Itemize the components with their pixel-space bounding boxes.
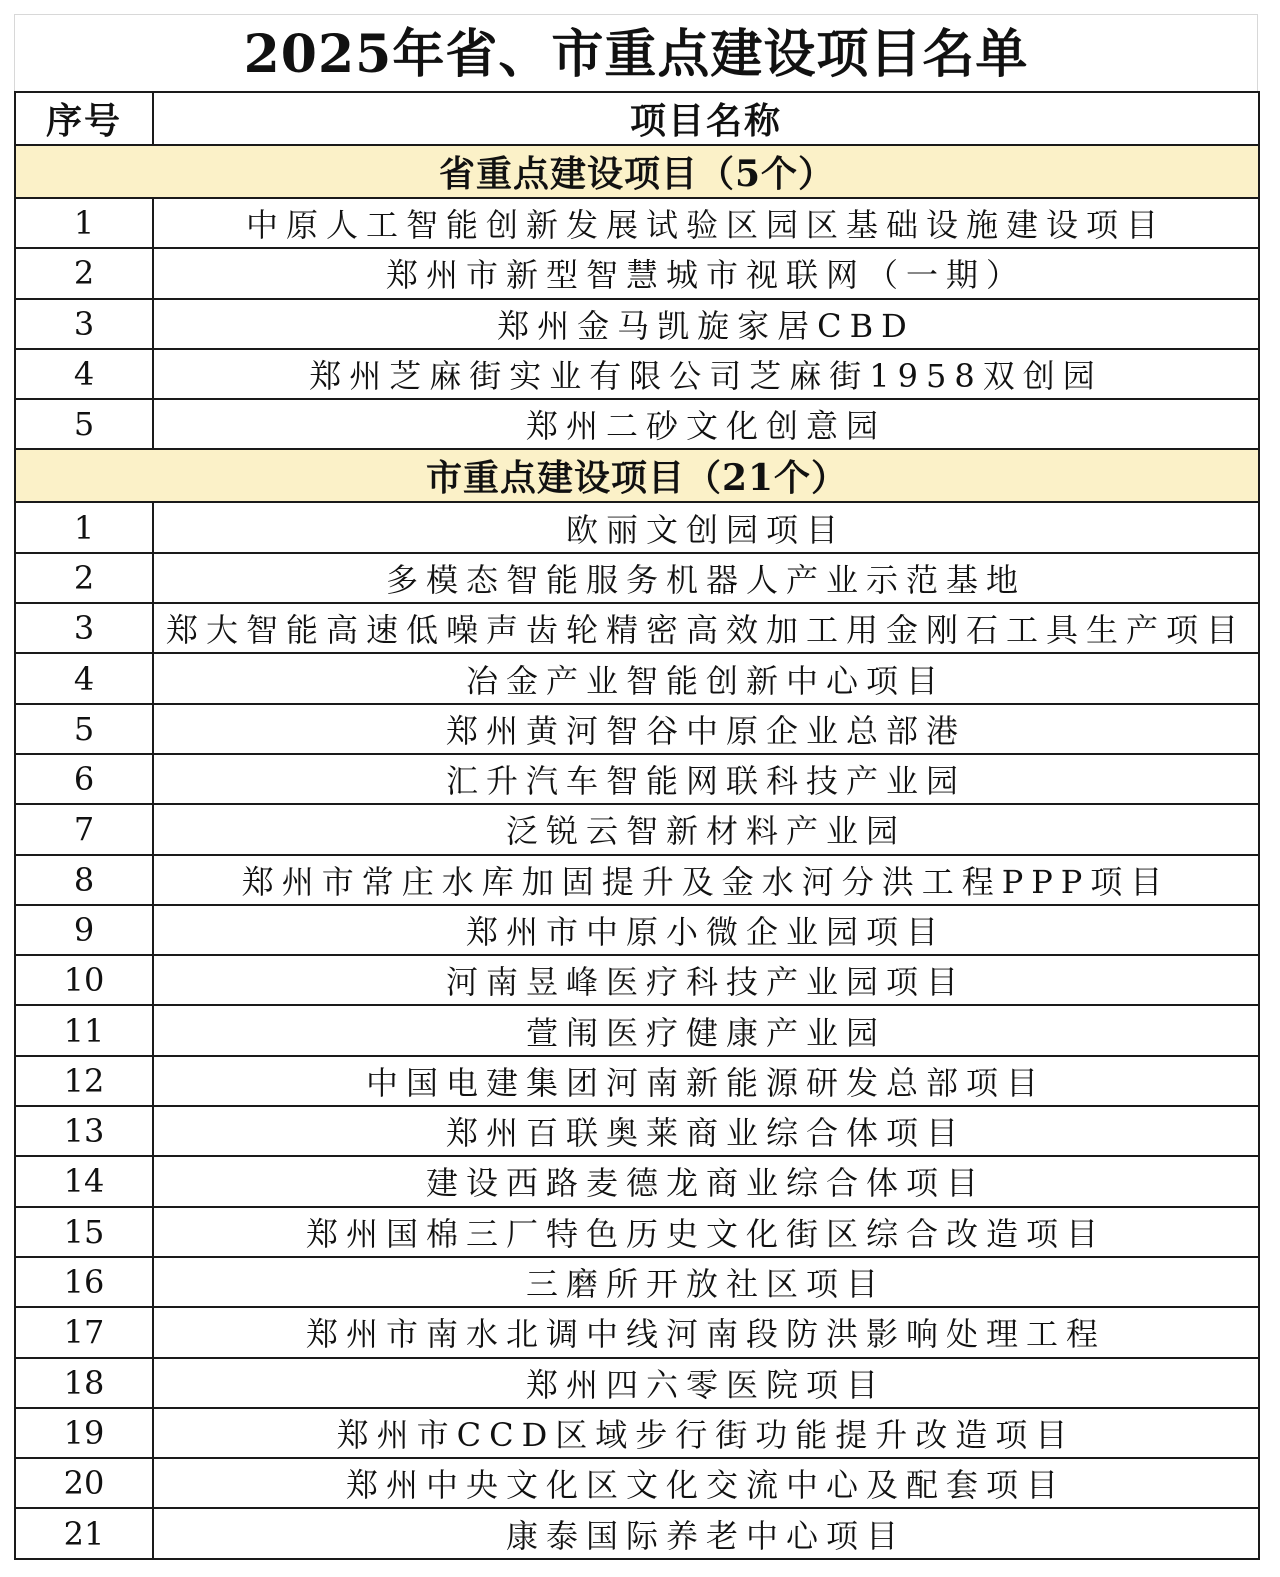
table-row — [15, 1056, 1259, 1106]
project-name: 汇升汽车智能网联科技产业园 — [153, 754, 1259, 804]
project-name: 康泰国际养老中心项目 — [153, 1508, 1259, 1558]
project-name: 郑州黄河智谷中原企业总部港 — [153, 704, 1259, 754]
row-number: 4 — [15, 653, 153, 703]
table-row — [15, 603, 1259, 653]
project-name: 郑州市常庄水库加固提升及金水河分洪工程PPP项目 — [153, 855, 1259, 905]
row-number: 1 — [15, 502, 153, 552]
project-name: 欧丽文创园项目 — [153, 502, 1259, 552]
project-name: 多模态智能服务机器人产业示范基地 — [153, 553, 1259, 603]
table-row — [15, 399, 1259, 449]
project-name: 三磨所开放社区项目 — [153, 1257, 1259, 1307]
project-name: 郑州二砂文化创意园 — [153, 399, 1259, 449]
project-list-sheet — [14, 14, 1258, 1560]
row-number: 19 — [15, 1408, 153, 1458]
row-number: 3 — [15, 299, 153, 349]
row-number: 15 — [15, 1207, 153, 1257]
project-table-body — [15, 92, 1259, 1559]
table-row — [15, 1458, 1259, 1508]
row-number: 16 — [15, 1257, 153, 1307]
table-row — [15, 855, 1259, 905]
table-row — [15, 1106, 1259, 1156]
table-row — [15, 704, 1259, 754]
table-row — [15, 299, 1259, 349]
table-row — [15, 1307, 1259, 1357]
project-table — [14, 91, 1260, 1560]
row-number: 3 — [15, 603, 153, 653]
table-row — [15, 1508, 1259, 1558]
row-number: 20 — [15, 1458, 153, 1508]
table-row — [15, 349, 1259, 399]
row-number: 6 — [15, 754, 153, 804]
project-name: 郑州金马凯旋家居CBD — [153, 299, 1259, 349]
table-row — [15, 1358, 1259, 1408]
project-name: 萱闱医疗健康产业园 — [153, 1005, 1259, 1055]
project-name: 郑州四六零医院项目 — [153, 1358, 1259, 1408]
project-name: 郑州百联奥莱商业综合体项目 — [153, 1106, 1259, 1156]
project-name: 郑州市CCD区域步行街功能提升改造项目 — [153, 1408, 1259, 1458]
row-number: 21 — [15, 1508, 153, 1558]
row-number: 17 — [15, 1307, 153, 1357]
table-header-row — [15, 92, 1259, 145]
row-number: 7 — [15, 804, 153, 854]
table-row — [15, 905, 1259, 955]
project-name: 郑州市南水北调中线河南段防洪影响处理工程 — [153, 1307, 1259, 1357]
table-row — [15, 198, 1259, 248]
row-number: 9 — [15, 905, 153, 955]
table-row — [15, 1207, 1259, 1257]
row-number: 13 — [15, 1106, 153, 1156]
project-name: 中原人工智能创新发展试验区园区基础设施建设项目 — [153, 198, 1259, 248]
row-number: 11 — [15, 1005, 153, 1055]
table-row — [15, 754, 1259, 804]
project-name: 河南昱峰医疗科技产业园项目 — [153, 955, 1259, 1005]
row-number: 10 — [15, 955, 153, 1005]
project-name: 泛锐云智新材料产业园 — [153, 804, 1259, 854]
project-name: 郑大智能高速低噪声齿轮精密高效加工用金刚石工具生产项目 — [153, 603, 1259, 653]
project-name: 郑州市中原小微企业园项目 — [153, 905, 1259, 955]
row-number: 5 — [15, 399, 153, 449]
row-number: 2 — [15, 553, 153, 603]
table-row — [15, 1005, 1259, 1055]
table-row — [15, 955, 1259, 1005]
project-name: 冶金产业智能创新中心项目 — [153, 653, 1259, 703]
project-name: 建设西路麦德龙商业综合体项目 — [153, 1156, 1259, 1206]
row-number: 2 — [15, 248, 153, 298]
table-row — [15, 502, 1259, 552]
page-title: 2025年省、市重点建设项目名单 — [14, 14, 1258, 91]
row-number: 18 — [15, 1358, 153, 1408]
row-number: 8 — [15, 855, 153, 905]
table-row — [15, 804, 1259, 854]
row-number: 4 — [15, 349, 153, 399]
table-row — [15, 653, 1259, 703]
project-name: 郑州市新型智慧城市视联网（一期） — [153, 248, 1259, 298]
project-name: 郑州国棉三厂特色历史文化街区综合改造项目 — [153, 1207, 1259, 1257]
header-no: 序号 — [15, 92, 153, 145]
row-number: 5 — [15, 704, 153, 754]
table-row — [15, 553, 1259, 603]
section-municipal — [15, 449, 1259, 502]
table-row — [15, 1257, 1259, 1307]
table-row — [15, 1408, 1259, 1458]
row-number: 1 — [15, 198, 153, 248]
project-name: 中国电建集团河南新能源研发总部项目 — [153, 1056, 1259, 1106]
project-name: 郑州中央文化区文化交流中心及配套项目 — [153, 1458, 1259, 1508]
section-municipal-title: 市重点建设项目（21个） — [15, 449, 1259, 502]
section-provincial-title: 省重点建设项目（5个） — [15, 145, 1259, 198]
table-row — [15, 248, 1259, 298]
section-provincial — [15, 145, 1259, 198]
project-name: 郑州芝麻街实业有限公司芝麻街1958双创园 — [153, 349, 1259, 399]
table-row — [15, 1156, 1259, 1206]
row-number: 14 — [15, 1156, 153, 1206]
header-name: 项目名称 — [153, 92, 1259, 145]
row-number: 12 — [15, 1056, 153, 1106]
